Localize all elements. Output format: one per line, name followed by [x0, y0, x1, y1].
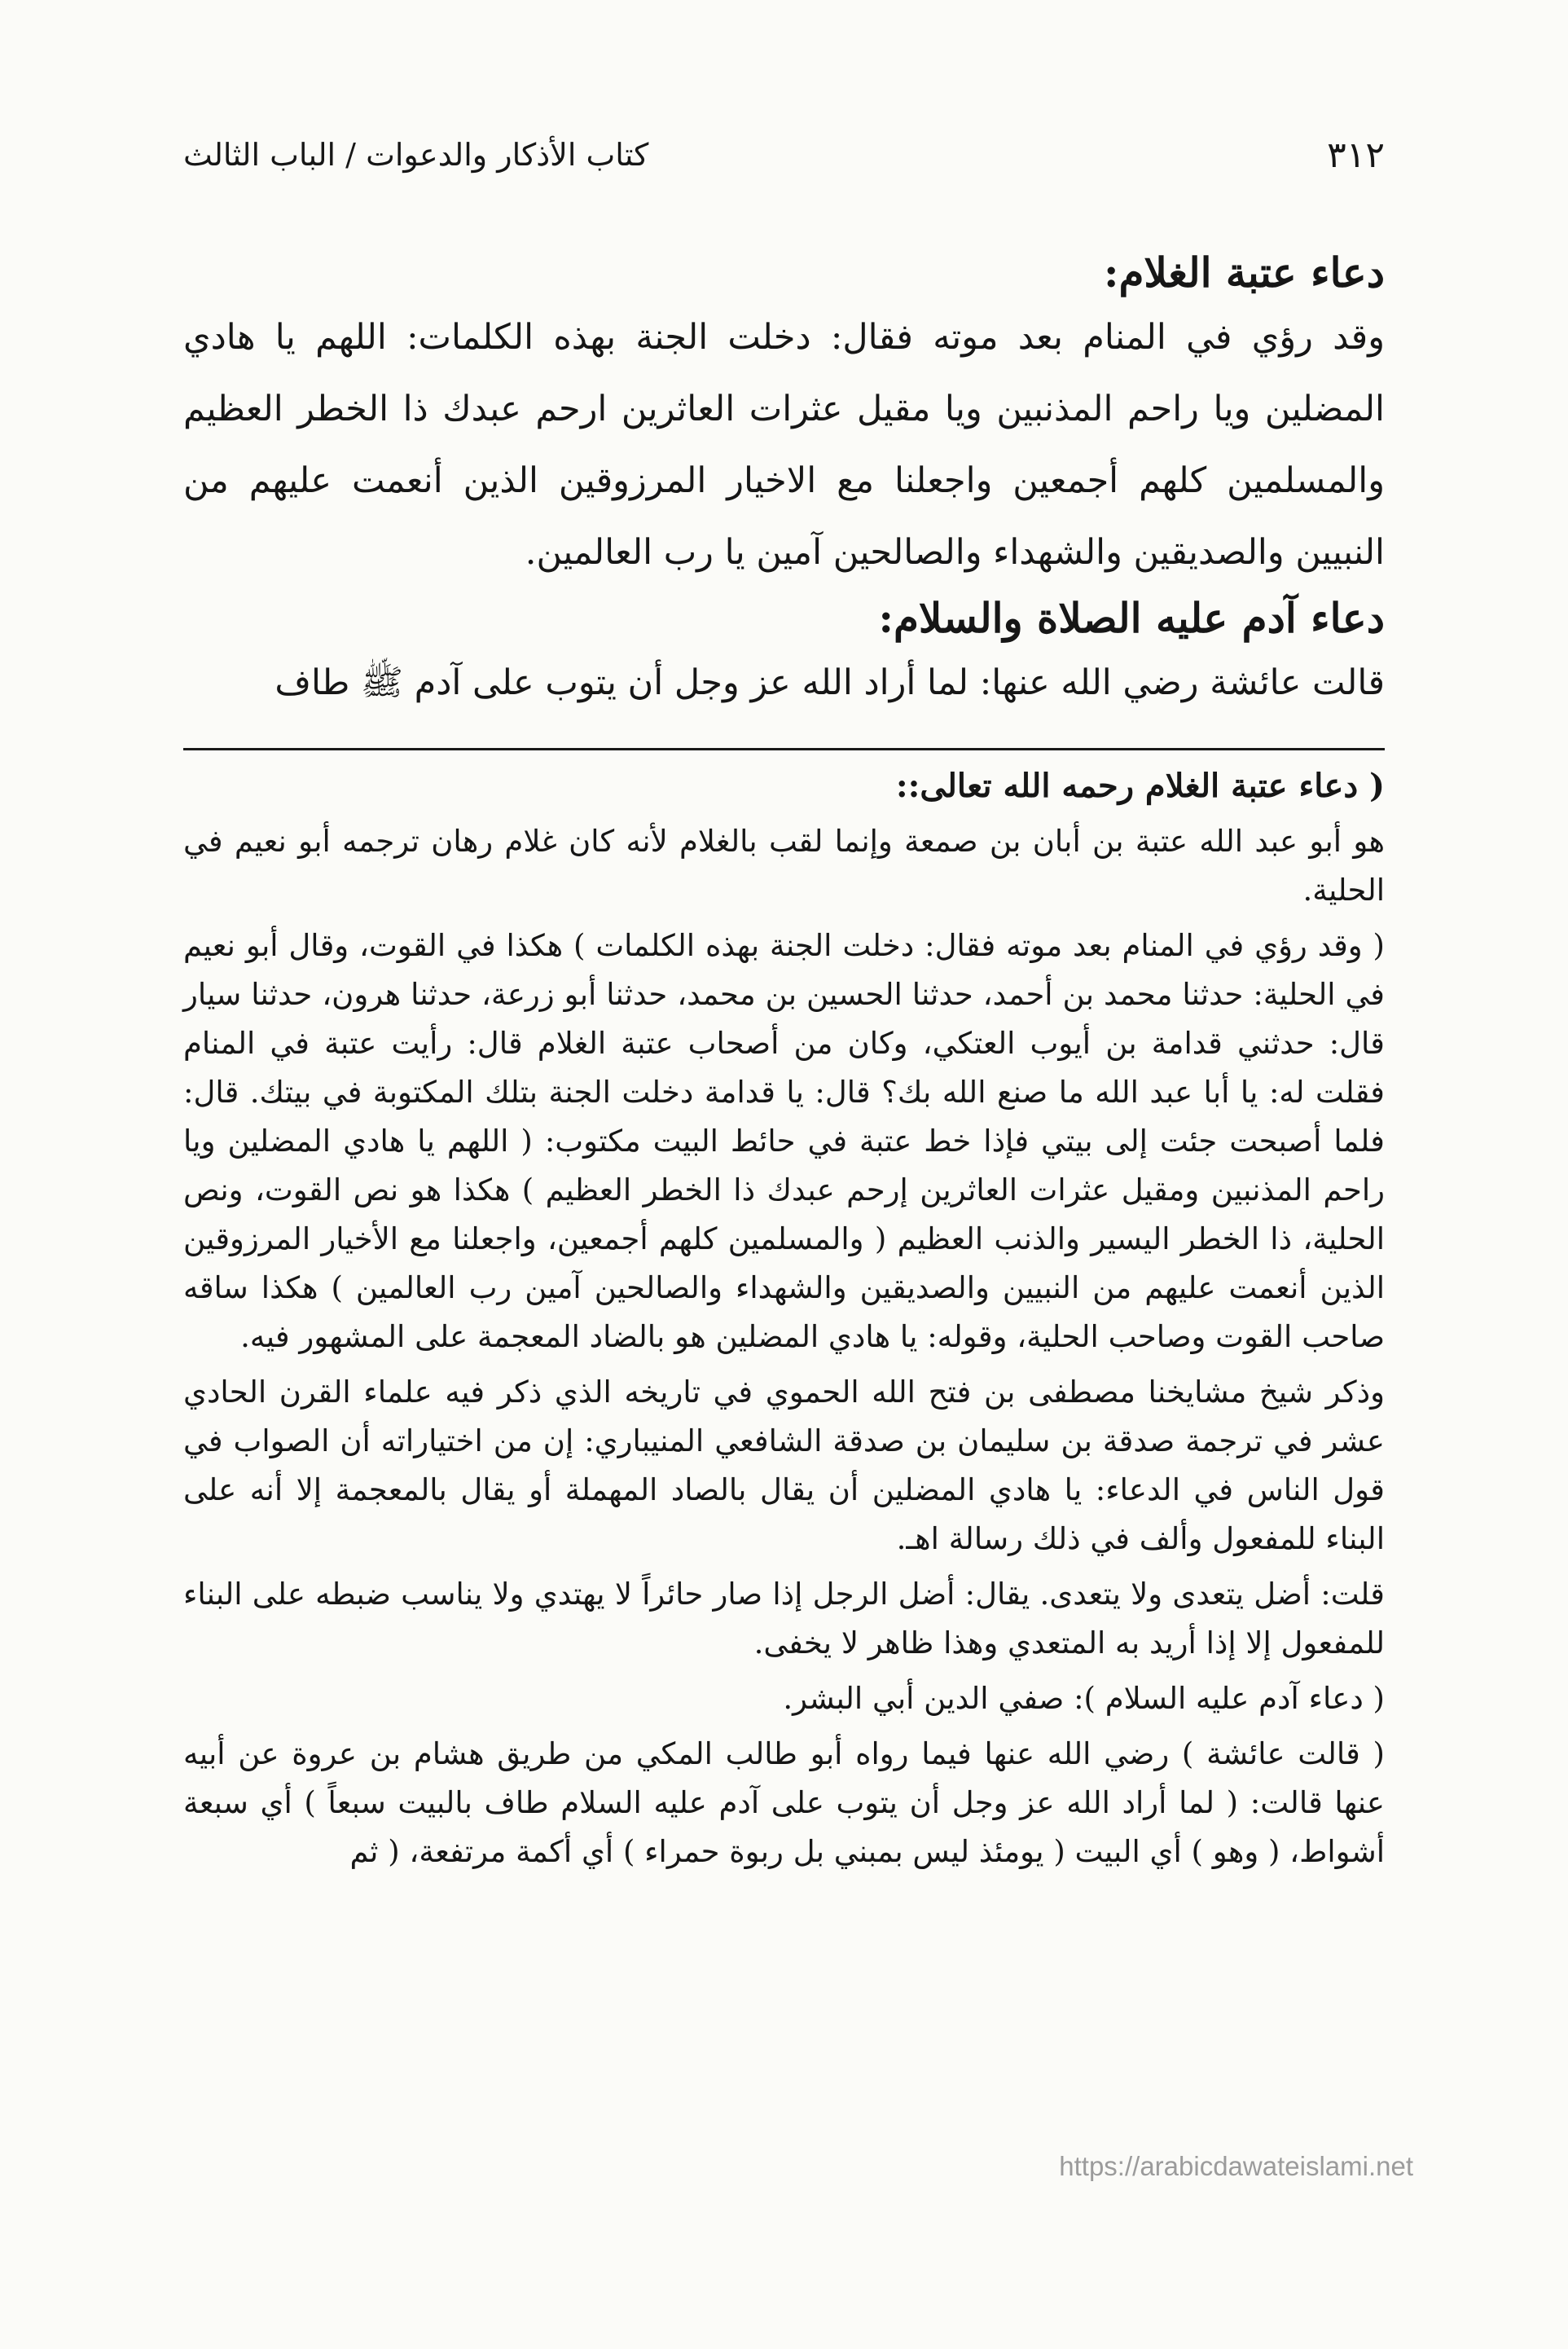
section-heading-utbah: دعاء عتبة الغلام:: [1104, 249, 1385, 297]
commentary: [183, 762, 1385, 1883]
main-paragraph-adam: قالت عائشة رضي الله عنها: لما أراد الله عز وجل أن يتوب على آدم ﷺ طاف: [275, 662, 1385, 703]
running-title: كتاب الأذكار والدعوات / الباب الثالث: [183, 137, 649, 173]
main-paragraph-utbah: وقد رؤي في المنام بعد موته فقال: دخلت الجنة بهذه الكلمات: اللهم يا هادي المضلين ويا راحم المذنبين ويا مقيل عثرات العاثرين ارحم عبدك ذا الخطر العظيم والمسلمين كلهم أجمعين واجعلنا مع الاخيار المرزوقين الذين أنعمت عليهم من النبيين والصديقين والشهداء والصالحين آمين يا رب العالمين.: [183, 317, 1385, 573]
commentary-paragraph: ( وقد رؤي في المنام بعد موته فقال: دخلت الجنة بهذه الكلمات ) هكذا في القوت، وقال أبو نعيم في الحلية: حدثنا محمد بن أحمد، حدثنا الحسين بن محمد، حدثنا أبو زرعة، حدثنا هرون، حدثنا سيار قال: حدثني قدامة بن أيوب العتكي، وكان من أصحاب عتبة الغلام قال: رأيت عتبة في المنام فقلت له: يا أبا عبد الله ما صنع الله بك؟ قال: يا قدامة دخلت الجنة بتلك المكتوبة في بيتك. قال: فلما أصبحت جئت إلى بيتي فإذا خط عتبة في حائط البيت مكتوب: ( اللهم يا هادي المضلين ويا راحم المذنبين ومقيل عثرات العاثرين إرحم عبدك ذا الخطر العظيم ) هكذا هو نص القوت، ونص الحلية، ذا الخطر اليسير والذنب العظيم ( والمسلمين كلهم أجمعين، واجعلنا مع الأخيار المرزوقين الذين أنعمت عليهم من النبيين والصديقين والشهداء والصالحين آمين رب العالمين ) هكذا ساقه صاحب القوت وصاحب الحلية، وقوله: يا هادي المضلين هو بالضاد المعجمة على المشهور فيه.: [183, 928, 1385, 1354]
commentary-paragraph: ( دعاء آدم عليه السلام ): صفي الدين أبي البشر.: [783, 1681, 1385, 1716]
commentary-paragraph: وذكر شيخ مشايخنا مصطفى بن فتح الله الحموي في تاريخه الذي ذكر فيه علماء القرن الحادي عشر في ترجمة صدقة بن سليمان بن صدقة الشافعي المنيباري: إن من اختياراته أن الصواب في قول الناس في الدعاء: يا هادي المضلين أن يقال بالصاد المهملة أو يقال بالمعجمة إلا أنه على البناء للمفعول وألف في ذلك رسالة اهـ.: [183, 1375, 1385, 1556]
main-text: [183, 244, 1385, 719]
page-number: ٣١٢: [1327, 134, 1385, 176]
section-heading-adam: دعاء آدم عليه الصلاة والسلام:: [878, 594, 1385, 642]
commentary-paragraph: هو أبو عبد الله عتبة بن أبان بن صمعة وإنما لقب بالغلام لأنه كان غلام رهان ترجمه أبو نعيم في الحلية.: [183, 824, 1385, 908]
page-header: [183, 130, 1385, 179]
commentary-paragraph: قلت: أضل يتعدى ولا يتعدى. يقال: أضل الرجل إذا صار حائراً لا يهتدي ولا يناسب ضبطه على البناء للمفعول إلا إذا أريد به المتعدي وهذا ظاهر لا يخفى.: [183, 1577, 1385, 1661]
commentary-heading: ( دعاء عتبة الغلام رحمه الله تعالى::: [895, 767, 1385, 805]
footnote-divider: [183, 748, 1385, 750]
watermark-url: https://arabicdawateislami.net: [1059, 2151, 1413, 2181]
commentary-paragraph: ( قالت عائشة ) رضي الله عنها فيما رواه أبو طالب المكي من طريق هشام بن عروة عن أبيه عنها قالت: ( لما أراد الله عز وجل أن يتوب على آدم عليه السلام طاف بالبيت سبعاً ) أي سبعة أشواط، ( وهو ) أي البيت ( يومئذ ليس بمبني بل ربوة حمراء ) أي أكمة مرتفعة، ( ثم: [183, 1736, 1385, 1869]
